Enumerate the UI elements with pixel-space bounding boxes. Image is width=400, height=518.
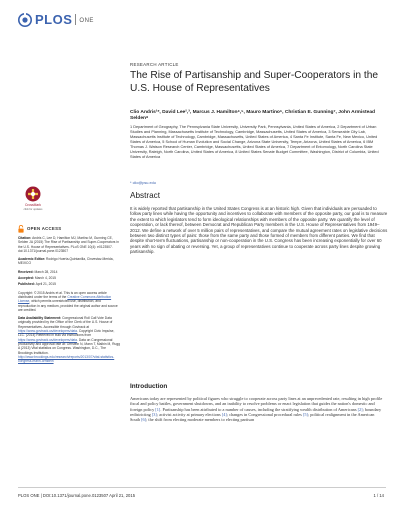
plos-logo-icon	[18, 13, 32, 27]
crossmark-label: CrossMark	[25, 203, 41, 207]
reference-link[interactable]: [2]	[357, 406, 363, 412]
journal-logo[interactable]	[18, 12, 94, 27]
accepted-label: Accepted:	[18, 276, 34, 281]
reference-link[interactable]: [3]	[151, 412, 157, 418]
data-availability-text-3: . Data on Congressional productivity and approval rate at: Ornstein N, Mann T, Malbin M, Rugg A (2013) Vital statistics on Congress. Washington, D.C., The Brookings Institution.	[18, 337, 121, 355]
data-availability-text-2: . Copyright Civic Impulse, LLC. (2014) Retrieved in bulk via instructions from	[18, 329, 115, 338]
data-availability-text: Congressional Roll Call Vote Data originally provided by the Office of the Clerk of the U.S. House of Representatives. Accessible through Govtrack at	[18, 316, 113, 329]
corresponding-email[interactable]: * clio@psu.edu	[130, 181, 156, 185]
intro-text-4: ; activist activity at primary elections	[156, 412, 222, 418]
journal-subname: ONE	[79, 17, 94, 24]
editor-block	[18, 257, 120, 266]
copyright-text-end: , which permits unrestricted use, distribution, and reproduction in any medium, provided the original author and source are credited.	[18, 299, 118, 312]
affiliations: 1 Department of Geography, The Pennsylvania State University, University Park, Pennsylvania, United States of America, 2 Department of Urban Studies and Planning, Massachusetts Institute of Technology, Cambridge, Massachusetts, United States of America, 3 Senseable City Lab, Massachusetts Institute of Technology, Cambridge, Massachusetts, United States of America, 4 Santa Fe Institute, Santa Fe, New Mexico, United States of America, 5 School of Human Evolution and Social Change, Arizona State University, Tempe, Arizona, United States of America, 6 IBM Thomas J. Watson Research Center, Cambridge, Massachusetts, United States of America, 7 Department of Entomology, North Carolina State University, Raleigh, North Carolina, United States of America, 8 United States Senate Budget Committee, Washington, District of Columbia, United States of America	[130, 125, 379, 159]
reference-link[interactable]: [5]	[302, 412, 308, 418]
intro-text-7: ; the shift from electing moderate members to electing partisan	[146, 417, 255, 423]
accepted-block	[18, 276, 120, 280]
intro-text-5: ; changes in Congressional procedural rules	[226, 412, 303, 418]
editor-label: Academic Editor:	[18, 257, 46, 262]
reference-link[interactable]: [1]	[155, 406, 161, 412]
published-date: April 21, 2015	[35, 282, 56, 287]
author-list: Clio Andris¹*, David Lee²,³, Marcus J. Hamilton⁴,⁵, Mauro Martino⁶, Christian E. Gunning⁷, John Armistead Selden⁸	[130, 110, 376, 122]
citation-block	[18, 236, 120, 253]
crossmark-icon	[25, 186, 41, 202]
copyright-block	[18, 291, 120, 312]
copyright-text: Copyright: © 2015 Andris et al. This is an open access article distributed under the terms of the	[18, 290, 107, 299]
open-access-badge	[18, 225, 120, 233]
introduction-heading: Introduction	[130, 383, 168, 390]
article-type: RESEARCH ARTICLE	[130, 62, 179, 67]
crossmark-sublabel: click for updates	[23, 208, 43, 212]
govtrack-link[interactable]: https://www.govtrack.us/developers/data	[18, 329, 78, 334]
citation-text: Andris C, Lee D, Hamilton MJ, Martino M, Gunning CE, Selden JA (2015) The Rise of Partisanship and Super-Cooperators in the U.S. House of Representatives. PLoS ONE 10(4): e0123507. doi:10.1371/journal.pone.0123507	[18, 236, 119, 253]
page-number: 1 / 14	[373, 493, 384, 498]
footer-doi: PLOS ONE | DOI:10.1371/journal.pone.0123507 April 21, 2015	[18, 493, 136, 498]
open-access-label: OPEN ACCESS	[27, 225, 62, 231]
accepted-date: March 4, 2015	[34, 276, 56, 281]
received-label: Received:	[18, 269, 34, 274]
reference-link[interactable]: [4]	[221, 412, 227, 418]
intro-text-2: . Partisanship has been attributed to a number of causes, including the stratifying wealth distribution of Americans	[160, 406, 358, 412]
abstract-text: It is widely reported that partisanship in the United States Congress is at an historic high. Given that individuals are persuaded to follow party lines while having the opportunity and incentives to collaborate with members of the opposite party, our goal is to measure the extent to which legislators tend to form ideological relationships with members of the opposite party. We quantify the level of cooperation, or lack thereof, between Democrat and Republican Party members in the U.S. House of Representatives from 1949–2012. We define a network of over 5 million pairs of representatives, and compare the mutual agreement rates on legislative decisions between two distinct types of pairs: those from the same party and those formed of members from different parties. We find that despite short-term fluctuations, partisanship or non-cooperation in the U.S. Congress has been increasing exponentially for over 60 years with no sign of abating or reversing. Yet, a group of representatives continue to cooperate across party lines despite growing partisanship.	[130, 206, 388, 255]
published-block	[18, 282, 120, 286]
article-title: The Rise of Partisanship and Super-Cooperators in the U.S. House of Representatives	[130, 70, 379, 94]
intro-text-6: ; political realignment in the American South	[130, 412, 375, 423]
received-date: March 28, 2014	[34, 269, 58, 274]
crossmark-badge[interactable]	[18, 186, 48, 213]
journal-name: PLOS	[35, 12, 73, 27]
received-block	[18, 270, 120, 274]
data-availability-block	[18, 316, 120, 363]
article-metadata	[18, 236, 120, 367]
abstract-heading: Abstract	[130, 191, 161, 200]
govtrack-bulk-link[interactable]: https://www.govtrack.us/developers/data	[18, 337, 78, 342]
footer-divider	[18, 487, 386, 488]
intro-text-1: Americans today are represented by political figures who struggle to cooperate across party lines at an unprecedented rate, resulting in high profile fiscal and policy battles, government shutdowns, and an inability to resolve problems or enact legislation that guides the nation's domestic and foreign policy	[130, 396, 383, 412]
citation-label: Citation:	[18, 236, 32, 240]
open-lock-icon	[18, 225, 24, 233]
editor-text: Rodrigo Huerta-Quintanilla, Cinvestav-Merida, MEXICO	[18, 257, 114, 266]
published-label: Published:	[18, 282, 35, 287]
logo-divider	[75, 14, 76, 25]
data-availability-label: Data Availability Statement:	[18, 316, 62, 321]
brookings-link[interactable]: http://www.brookings.edu/research/reports/2013/07/vital-statistics-congress-mann-ornstein	[18, 354, 115, 364]
introduction-text	[130, 396, 383, 423]
reference-link[interactable]: [6]	[141, 417, 147, 423]
license-link[interactable]: Creative Commons Attribution License	[18, 294, 112, 304]
intro-text-3: ; boundary redistricting	[130, 406, 382, 418]
